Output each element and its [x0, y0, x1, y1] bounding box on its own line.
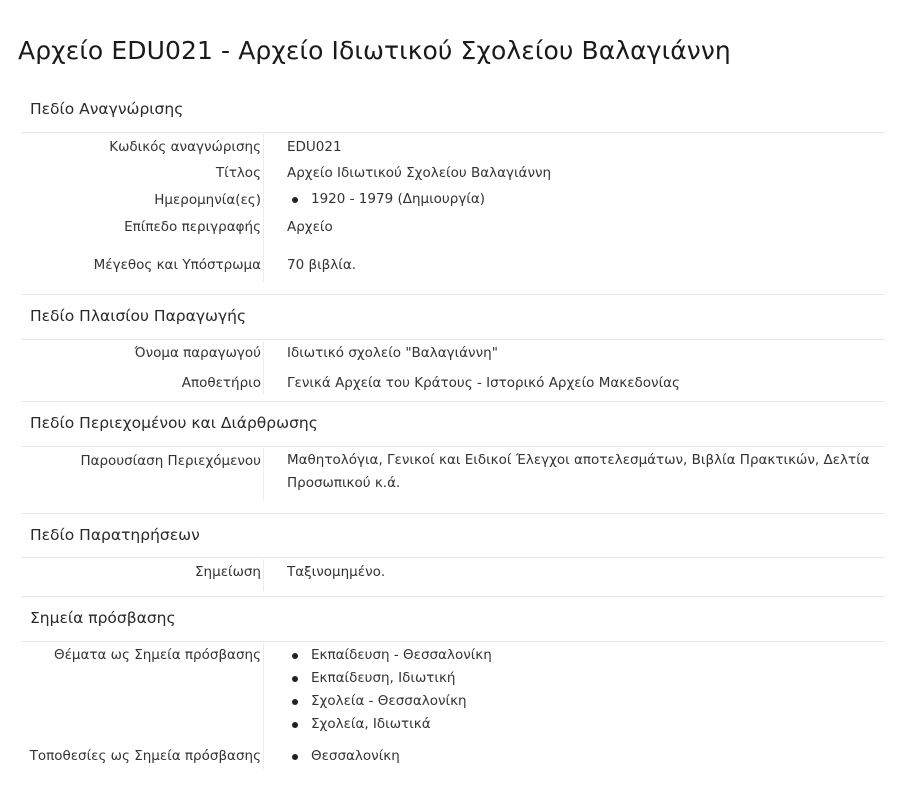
subjects-list — [287, 644, 492, 736]
subject-link[interactable]: Εκπαίδευση, Ιδιωτική — [311, 670, 456, 686]
note-value: Ταξινομημένο. — [287, 564, 386, 580]
identifier-label: Κωδικός αναγνώρισης — [109, 139, 261, 155]
column-divider — [263, 643, 264, 769]
subjects-label: Θέματα ως Σημεία πρόσβασης — [53, 647, 261, 663]
column-divider — [263, 559, 264, 591]
column-divider — [263, 134, 264, 282]
places-label: Τοποθεσίες ως Σημεία πρόσβασης — [29, 748, 261, 764]
divider — [21, 596, 884, 597]
divider — [21, 339, 884, 340]
level-value: Αρχείο — [287, 219, 333, 235]
divider — [21, 557, 884, 558]
place-link[interactable]: Θεσσαλονίκη — [311, 748, 400, 764]
divider — [21, 641, 884, 642]
access-section-heading: Σημεία πρόσβασης — [30, 609, 176, 627]
list-item — [287, 713, 492, 736]
title-value: Αρχείο Ιδιωτικού Σχολείου Βαλαγιάννη — [287, 165, 552, 181]
bullet-icon — [292, 676, 298, 682]
notes-section-heading: Πεδίο Παρατηρήσεων — [30, 526, 200, 544]
repository-label: Αποθετήριο — [181, 375, 261, 391]
column-divider — [263, 341, 264, 395]
content-section-heading: Πεδίο Περιεχομένου και Διάρθρωσης — [30, 414, 318, 432]
bullet-icon — [292, 197, 298, 203]
bullet-icon — [292, 653, 298, 659]
list-item — [287, 745, 400, 768]
places-list — [287, 745, 400, 768]
divider — [21, 401, 884, 402]
creator-value: Ιδιωτικό σχολείο "Βαλαγιάννη" — [287, 345, 498, 361]
scope-value: Μαθητολόγια, Γενικοί και Ειδικοί Έλεγχοι αποτελεσμάτων, Βιβλία Πρακτικών, Δελτία Προσωπικού κ.ά. — [287, 452, 870, 491]
column-divider — [263, 448, 264, 500]
divider — [21, 513, 884, 514]
context-section-heading: Πεδίο Πλαισίου Παραγωγής — [30, 307, 247, 325]
scope-label: Παρουσίαση Περιεχόμενου — [80, 453, 261, 469]
date-value: 1920 - 1979 (Δημιουργία) — [311, 191, 486, 207]
extent-value: 70 βιβλία. — [287, 257, 357, 273]
creator-label: Όνομα παραγωγού — [134, 345, 261, 361]
subject-link[interactable]: Εκπαίδευση - Θεσσαλονίκη — [311, 647, 492, 663]
identifier-value: EDU021 — [287, 139, 342, 155]
bullet-icon — [292, 722, 298, 728]
title-label: Τίτλος — [215, 165, 261, 181]
level-label: Επίπεδο περιγραφής — [124, 219, 261, 235]
divider — [21, 446, 884, 447]
dates-label: Ημερομηνία(ες) — [154, 192, 261, 208]
list-item — [287, 667, 492, 690]
list-item — [287, 690, 492, 713]
repository-value: Γενικά Αρχεία του Κράτους - Ιστορικό Αρχείο Μακεδονίας — [287, 375, 680, 391]
list-item — [287, 644, 492, 667]
identification-section-heading: Πεδίο Αναγνώρισης — [30, 100, 184, 118]
bullet-icon — [292, 754, 298, 760]
dates-list — [287, 188, 485, 211]
bullet-icon — [292, 699, 298, 705]
divider — [21, 294, 884, 295]
subject-link[interactable]: Σχολεία - Θεσσαλονίκη — [311, 693, 467, 709]
divider — [21, 132, 884, 133]
list-item — [287, 188, 485, 211]
subject-link[interactable]: Σχολεία, Ιδιωτικά — [311, 716, 431, 732]
note-label: Σημείωση — [195, 564, 261, 580]
page-title: Αρχείο EDU021 - Αρχείο Ιδιωτικού Σχολείου Βαλαγιάννη — [18, 36, 731, 65]
extent-label: Μέγεθος και Υπόστρωμα — [93, 257, 261, 273]
